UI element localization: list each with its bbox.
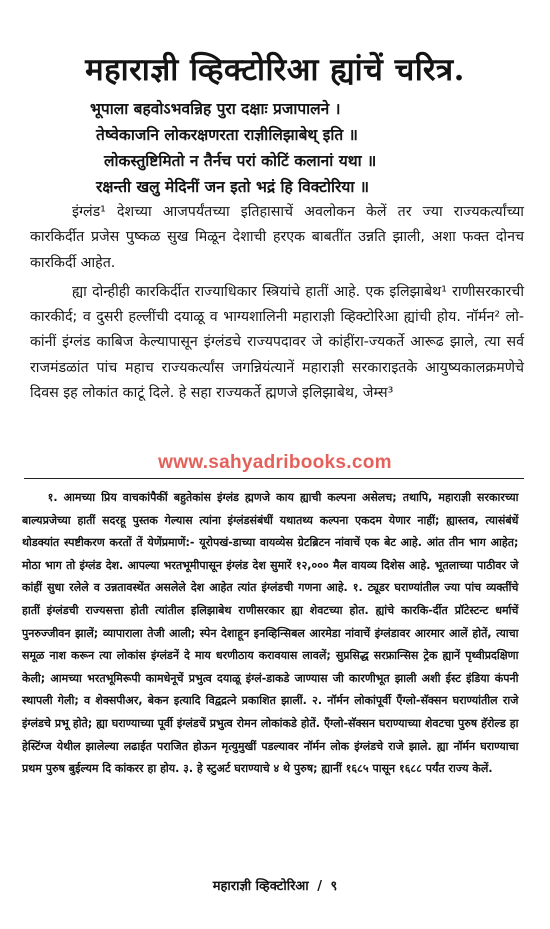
website-watermark: www.sahyadribooks.com <box>158 452 392 473</box>
footnote-divider <box>24 478 524 479</box>
body-paragraph: ह्या दोन्हीही कारकिर्दीत राज्याधिकार स्त्रियांचे हातीं आहे. एक इलिझाबेथ¹ राणीसरकारची कारकीर्द; व दुसरी हल्लींची दयाळू व भाग्यशालिनी महाराज्ञी व्हिक्टोरिआ ह्यांची होय. नॉर्मन² लो-कांनीं इंग्लंड काबिज केल्यापासून इंग्लंडचे राज्यपदावर जे कांहींरा-ज्यकर्ते आरूढ झाले, त्या सर्व राजमंडळांत पांच महाच राज्यकर्त्यांस जगन्नियंत्यानें महाराज्ञी सरकाराइतके आयुष्यकालक्रमणेचे दिवस इह लोकांत काटूं दिले. हे सहा राज्यकर्ते ह्मणजे इलिझाबेथ, जेम्स³ <box>30 283 524 402</box>
page-footer <box>0 876 550 898</box>
page-number: ९ <box>330 879 338 894</box>
body-paragraph: इंग्लंड¹ देशच्या आजपर्यंतच्या इतिहासाचें अवलोकन केलें तर ज्या राज्यकर्त्यांच्या कारकिर्दीत प्रजेस पुष्कळ सुख मिळून देशाची हरएक बाबतींत उन्नति झाली, अशा फक्त दोनच कारकिर्दी आहेत. <box>30 204 524 271</box>
verse-line: भूपाला बहवोऽभवन्निह पुरा दक्षाः प्रजापालने । <box>90 99 341 118</box>
footnotes <box>22 487 518 781</box>
verse-line: तेष्वेकाजनि लोकरक्षणरता राज्ञीलिझाबेथ् इति ॥ <box>96 125 358 144</box>
sanskrit-verses <box>90 96 510 200</box>
page-title: महाराज्ञी व्हिक्टोरिआ ह्यांचें चरित्र. <box>85 52 465 88</box>
verse-line: रक्षन्ती खलु मेदिनीं जन इतो भद्रं हि विक्टोरिया ॥ <box>96 177 370 196</box>
main-body-text <box>30 200 524 406</box>
footnote-text: १. आमच्या प्रिय वाचकांपैकीं बहुतेकांस इंग्लंड ह्मणजे काय ह्याची कल्पना असेलच; तथापि, महाराज्ञी सरकारच्या बाल्यप्रजेच्या हातीं सदरहू पुस्तक गेल्यास त्यांना इंग्लंडसंबंधीं यथातथ्य कल्पना एकदम येणार नाहीं; ह्यास्तव, त्यासंबंधें थोडक्यांत स्पष्टीकरण करतों तें येणेंप्रमाणें:- यूरोपखं-डाच्या वायव्येस ग्रेटब्रिटन नांवाचें एक बेट आहे. आंत तीन भाग आहेत; मोठा भाग तो इंग्लंड देश. आपल्या भरतभूमीपासून इंग्लंड देश सुमारें १२,००० मैल वायव्य दिशेस आहे. भूतलाच्या पाठीवर जे कांहीं सुधा रलेले व उन्नतावस्थेंत असलेले देश आहेत त्यांत इंग्लंडची गणना आहे. १. ट्यूडर घराण्यांतील ज्या पांच व्यक्तींचे हातीं इंग्लंडची राज्यसत्ता होती त्यांतील इलिझाबेथ राणीसरकार ह्या शेवटच्या होत. ह्यांचे कारकि-र्दीत प्रॉटेस्टन्ट धर्माचें पुनरुज्जीवन झालें; व्यापाराला तेजी आली; स्पेन देशाहून इनव्हिन्सिबल आरमेडा नांवाचें इंग्लंडावर आरमार आलें होतें, त्याचा समूळ नाश करून त्या लोकांस इंग्लंडनें दे माय धरणीठाय करावयास लावलें; सुप्रसिद्ध सरफ्रान्सिस ट्रेक ह्यानें पृथ्वीप्रदक्षिणा केली; आमच्या भरतभूमिरूपी कामधेनूचें प्रभुत्व दयाळू इंग्लं-डाकडे जाण्यास जी कारणीभूत झाली अशी ईस्ट इंडिया कंपनी स्थापली गेली; व शेक्सपीअर, बेकन इत्यादि विद्वद्रत्ने प्रकाशित झालीं. २. नॉर्मन लोकांपूर्वी ऍंग्लो-सॅक्सन घराण्यांतील राजे इंग्लंडचे प्रभू होते; ह्या घराण्याच्या पूर्वी इंग्लंडचें प्रभुत्व रोमन लोकांकडे होतें. ऍंग्लो-सॅक्सन घराण्याच्या शेवटचा पुरुष हॅरोल्ड हा हेस्टिंग्ज येथील झालेल्या लढाईत पराजित होऊन मृत्युमुखीं पडल्यावर नॉर्मन लोक इंग्लंडचे राजे झाले. ह्या नॉर्मन घराण्याचा प्रथम पुरुष बुईल्यम दि कांकरर हा होय. ३. हे स्टुअर्ट घराण्याचे ४ थे पुरुष; ह्यानीं १६८५ पासून १६८८ पर्यंत राज्य केलें. <box>22 491 519 776</box>
running-title: महाराज्ञी व्हिक्टोरिआ <box>212 879 309 894</box>
footer-separator: / <box>317 879 322 894</box>
verse-line: लोकस्तुष्टिमितो न तैर्नच परां कोटिं कलानां यथा ॥ <box>104 151 377 170</box>
